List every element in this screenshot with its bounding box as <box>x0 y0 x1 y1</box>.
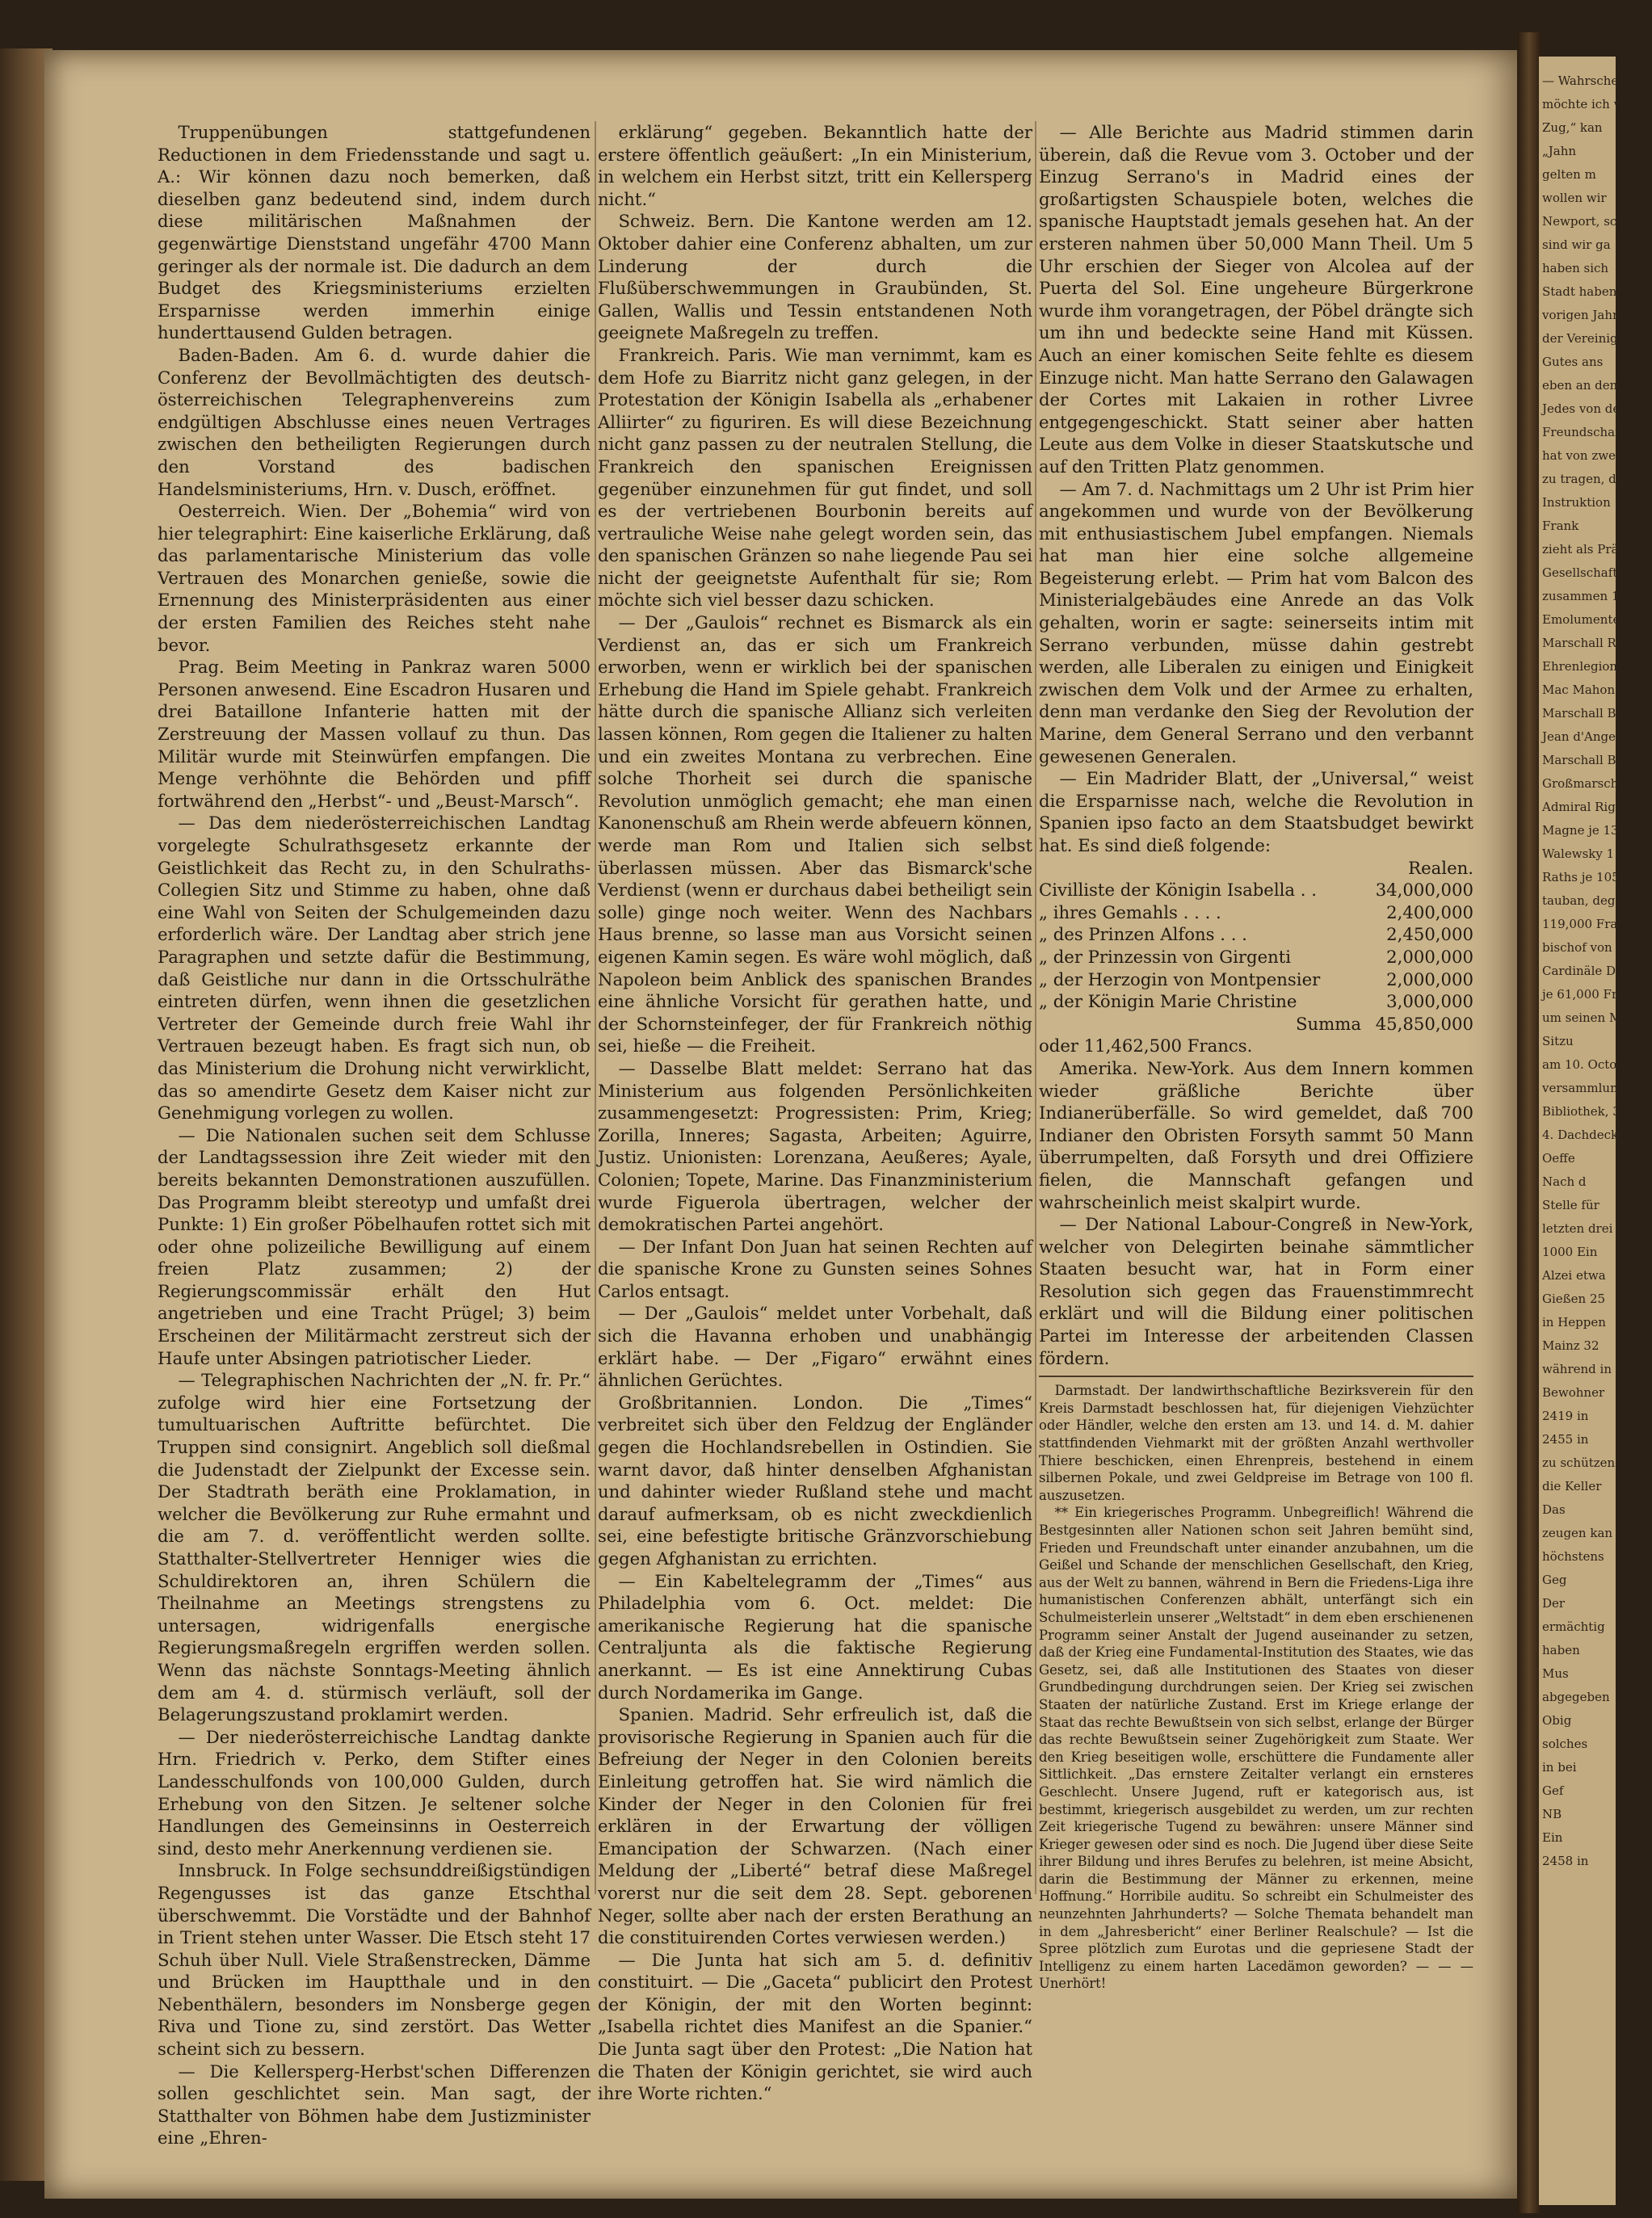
adjacent-page-fragment: am 10. October <box>1542 1057 1637 1072</box>
adjacent-page-fragment: Jedes von den <box>1542 401 1628 416</box>
adjacent-page-fragment: möchte ich wi <box>1542 97 1629 111</box>
adjacent-page-fragment: zieht als Präs <box>1542 542 1625 557</box>
civil-list-sum-row <box>1039 1013 1473 1035</box>
adjacent-page-fragment: tauban, deg <box>1542 893 1616 908</box>
adjacent-page-fragment: Raths je 105 <box>1542 870 1620 884</box>
article-paragraph: — Dasselbe Blatt meldet: Serrano hat das Ministerium aus folgenden Persönlichkeiten zusammengesetzt: Progressisten: Prim, Krieg; Zorilla, Inneres; Sagasta, Arbeiten; Aguirre, Justiz. Unionisten: Lorenzana, Aeußeres; Ayale, Colonien; Topete, Marine. Das Finanzministerium wurde Figuerola übertragen, welcher der demokratischen Partei angehört. <box>598 1057 1032 1235</box>
adjacent-page-fragment: 2458 in <box>1542 1854 1589 1868</box>
adjacent-page-fragment: 4. Dachdeckung <box>1542 1128 1642 1142</box>
article-paragraph: erklärung“ gegeben. Bekanntlich hatte der erstere öffentlich geäußert: „In ein Ministerium, in welchem ein Herbst sitzt, tritt ein Kellersperg nicht.“ <box>598 122 1032 209</box>
adjacent-page-fragment: ermächtig <box>1542 1619 1605 1634</box>
adjacent-page-fragment: sind wir ga <box>1542 237 1611 252</box>
adjacent-page-fragment: — Wahrscheinlich <box>1542 74 1652 88</box>
civil-list-row <box>1039 901 1473 924</box>
adjacent-page-fragment: Ein <box>1542 1830 1563 1845</box>
adjacent-page-fragment: Gießen 25 <box>1542 1292 1606 1306</box>
civil-list-row <box>1039 968 1473 991</box>
article-paragraph: Frankreich. Paris. Wie man vernimmt, kam es dem Hofe zu Biarritz nicht ganz gelegen, in der Protestation der Königin Isabella als „erhabener Alliirter“ zu figuriren. Es will diese Bezeichnung nicht ganz passen zu der neutralen Stellung, die Frankreich den spanischen Ereignissen gegenüber einzunehmen für gut findet, und soll es der vertriebenen Bourbonin bereits auf vertrauliche Weise nahe gelegt worden sein, das den spanischen Gränzen so nahe liegende Pau sei nicht der geeignetste Aufenthalt für sie; Rom möchte sich viel besser dazu schicken. <box>598 344 1032 611</box>
civil-list-label: „ der Herzogin von Montpensier <box>1039 968 1321 989</box>
civil-list-unit-header: Realen. <box>1408 857 1473 878</box>
adjacent-page-fragment: wollen wir <box>1542 191 1607 205</box>
adjacent-page-fragment: Stelle für <box>1542 1198 1599 1212</box>
article-paragraph: — Der „Gaulois“ rechnet es Bismarck als ein Verdienst an, das er sich um Frankreich erworben, wenn er wirklich bei der spanischen Erhebung die Hand im Spiele gehabt. Frankreich hätte durch die spanische Allianz sich verleiten lassen können, Rom gegen die Italiener zu halten und ein zweites Montana zu verbrechen. Eine solche Thorheit sei durch die spanische Revolution unmöglich gemacht; ehe man einen Kanonenschuß am Rhein werde abfeuern können, werde man Rom und Italien sich selbst überlassen müssen. Aber das Bismarck'sche Verdienst (wenn er durchaus dabei betheiligt sein solle) ginge noch weiter. Wenn des Nachbars Haus brenne, so lasse man aus Vorsicht seinen eigenen Kamin segen. Es wäre wohl möglich, daß Napoleon beim Anblick des spanischen Brandes eine ähnliche Vorsicht für gerathen hatte, und der Schornsteinfeger, der für Frankreich nöthig sei, hieße — die Freiheit. <box>598 612 1032 1056</box>
adjacent-page-fragment: Nach d <box>1542 1174 1587 1189</box>
civil-list-row <box>1039 946 1473 968</box>
civil-list-value: 2,400,000 <box>1386 901 1473 922</box>
article-paragraph: Großbritannien. London. Die „Times“ verbreitet sich über den Feldzug der Engländer gegen die Hochlandsrebellen in Ostindien. Sie warnt davor, daß hinter denselben Afghanistan und dahinter wieder Rußland stehe und macht darauf aufmerksam, ob es nicht zweckdienlich sei, eine befestigte britische Gränzvorschiebung gegen Afghanistan zu errichten. <box>598 1392 1032 1569</box>
adjacent-page-fragment: zusammen 196 <box>1542 589 1635 603</box>
adjacent-page-fragment: der Vereinig <box>1542 331 1618 346</box>
adjacent-page-fragment: Oeffe <box>1542 1151 1575 1166</box>
adjacent-page-fragment: die Keller <box>1542 1479 1602 1493</box>
adjacent-page-fragment: Alzei etwa <box>1542 1268 1606 1283</box>
adjacent-page-fragment: Freundschaft <box>1542 425 1625 439</box>
article-paragraph: Truppenübungen stattgefundenen Reductionen in dem Friedensstande und sagt u. A.: Wir können dazu noch bemerken, daß dieselben ganz bedeutend sind, indem durch diese militärischen Maßnahmen der gegenwärtige Dienststand ungefähr 4700 Mann geringer als der normale ist. Die dadurch an dem Budget des Kriegsministeriums erzielten Ersparnisse werden immerhin einige hunderttausend Gulden betragen. <box>158 122 591 343</box>
adjacent-page-fragment: hat von zwei <box>1542 448 1620 463</box>
adjacent-page-fragment: solches <box>1542 1737 1588 1751</box>
article-paragraph: — Der Infant Don Juan hat seinen Rechten auf die spanische Krone zu Gunsten seines Sohnes Carlos entsagt. <box>598 1236 1032 1301</box>
adjacent-page-fragment: Frank <box>1542 519 1579 533</box>
adjacent-page-fragment: versammlung <box>1542 1081 1626 1095</box>
civil-list-label: „ der Königin Marie Christine <box>1039 991 1297 1012</box>
adjacent-page-fragment: Jean d'Ange <box>1542 729 1616 744</box>
adjacent-page-fragment: Instruktion <box>1542 495 1611 510</box>
adjacent-page-fragment: Bibliothek, 3. <box>1542 1104 1625 1119</box>
adjacent-page-fragment: um seinen M <box>1542 1010 1622 1025</box>
column-rule <box>1035 121 1036 1894</box>
civil-list-label: Civilliste der Königin Isabella . . <box>1039 880 1317 901</box>
adjacent-page-fragment: Mac Mahon, C <box>1542 683 1633 697</box>
article-paragraph: Schweiz. Bern. Die Kantone werden am 12. Oktober dahier eine Conferenz abhalten, um zur Linderung der durch die Flußüberschwemmungen in Graubünden, St. Gallen, Wallis und Tessin entstandenen Noth geeignete Maßregeln zu treffen. <box>598 211 1032 343</box>
civil-list-sum-label: Summa <box>1296 1013 1361 1034</box>
article-paragraph: Prag. Beim Meeting in Pankraz waren 5000 Personen anwesend. Eine Escadron Husaren und drei Bataillone Infanterie hatten mit der Zerstreuung der Massen vollauf zu thun. Das Militär wurde mit Steinwürfen empfangen. Die Menge verhöhnte die Behörden und pfiff fortwährend den „Herbst“- und „Beust-Marsch“. <box>158 657 591 811</box>
article-paragraph: ** Ein kriegerisches Programm. Unbegreiflich! Während die Bestgesinnten aller Nationen schon seit Jahren bemüht sind, Frieden und Freundschaft unter einander anzubahnen, um die Geißel und Schande der menschlichen Gesellschaft, den Krieg, aus der Welt zu bannen, während in Bern die Friedens-Liga ihre humanistischen Conferenzen abhält, unterfängt sich ein Schulmeisterlein unserer „Weltstadt“ in dem eben erschienenen Programm seiner Anstalt der Jugend auseinander zu setzen, daß der Krieg eine Fundamental-Institution des Staates, wie das Gesetz, sei, daß alle Institutionen des Staates von dieser Grundbedingung durchdrungen seien. Der Krieg sei zwischen Staaten der natürliche Zustand. Erst im Kriege erlange der Staat das rechte Bewußtsein von sich selbst, erlange der Bürger das rechte Bewußtsein seiner Zugehörigkeit zum Staate. Wer den Krieg beseitigen wolle, erschüttere die Fundamente aller Sittlichkeit. „Das ernstere Zeitalter verlangt ein ernsteres Geschlecht. Unsere Jugend, ruft er kategorisch aus, ist bestimmt, kriegerisch ausgebildet zu werden, um zur rechten Zeit kriegerische Tugend zu bewähren: unsere Männer sind Krieger gewesen oder sind es noch. Die Jugend über diese Seite ihrer Bildung und ihres Berufes zu belehren, ist meine Absicht, darin die Bestimmung der Männer zu erkennen, meine Hoffnung.“ Horribile auditu. So schreibt ein Schulmeister des neunzehnten Jahrhunderts? — Solche Themata behandelt man in dem „Jahresbericht“ einer Berliner Realschule? — Ist die Spree plötzlich zum Eurotas und die gepriesene Stadt der Intelligenz zu einem harten Lacedämon geworden? — — — Unerhört! <box>1039 1505 1473 1992</box>
adjacent-page-fragment: 1000 Ein <box>1542 1245 1598 1259</box>
article-paragraph: — Der niederösterreichische Landtag dankte Hrn. Friedrich v. Perko, dem Stifter eines Landesschulfonds von 100,000 Gulden, durch Erhebung von den Sitzen. Je seltener solche Handlungen des Gemeinsinns in Oesterreich sind, desto mehr Anerkennung verdienen sie. <box>158 1726 591 1859</box>
adjacent-page-fragment: „Jahn <box>1542 144 1577 158</box>
adjacent-page-fragment: je 61,000 Fr <box>1542 987 1618 1002</box>
article-paragraph: Spanien. Madrid. Sehr erfreulich ist, daß die provisorische Regierung in Spanien auch für die Befreiung der Neger in den Colonien bereits Einleitung getroffen hat. Sie wird nämlich die Kinder der Neger in den Colonien für frei erklären in der Erwartung der völligen Emancipation der Schwarzen. (Nach einer Meldung der „Liberté“ betraf diese Maßregel vorerst nur die seit dem 28. Sept. geborenen Neger, sollte aber nach der ersten Berathung an die constituirenden Cortes verwiesen werden.) <box>598 1704 1032 1948</box>
adjacent-page-fragment: abgegeben <box>1542 1690 1610 1704</box>
adjacent-page-fragment: höchstens <box>1542 1549 1604 1564</box>
adjacent-page-fragment: Cardinäle Do <box>1542 964 1624 978</box>
adjacent-page-fragment: Das <box>1542 1502 1566 1517</box>
civil-list-label: „ der Prinzessin von Girgenti <box>1039 946 1292 967</box>
civil-list-value: 2,450,000 <box>1386 924 1473 945</box>
adjacent-page-fragment: Admiral Rig <box>1542 800 1616 814</box>
civil-list-row <box>1039 879 1473 901</box>
adjacent-page-fragment: Marschall Ri <box>1542 636 1620 650</box>
article-paragraph: — Der National Labour-Congreß in New-York, welcher von Delegirten beinahe sämmtlicher Staaten besucht war, hat in Form einer Resolution sich gegen das Frauenstimmrecht erklärt und will die Bildung einer politischen Partei im Interesse der arbeitenden Classen fördern. <box>1039 1214 1473 1368</box>
adjacent-page-fragment: eben an den <box>1542 378 1618 393</box>
article-paragraph: Amerika. New-York. Aus dem Innern kommen wieder gräßliche Berichte über Indianerüberfälle. So wird gemeldet, daß 700 Indianer den Obristen Forsyth sammt 50 Mann überrumpelten, daß Forsyth und drei Offiziere fielen, die Mannschaft gefangen und wahrscheinlich meist skalpirt wurde. <box>1039 1057 1473 1212</box>
article-paragraph: — Das dem niederösterreichischen Landtag vorgelegte Schulrathsgesetz erkannte der Geistlichkeit das Recht zu, in den Schulraths-Collegien Sitz und Stimme zu haben, ohne daß eine Wahl von Seiten der Schulgemeinden dazu erforderlich wäre. Der Landtag aber strich jene Paragraphen und setzte dafür die Bestimmung, daß Geistliche nur dann in die Ortsschulräthe eintreten dürfen, wenn ihnen die gesetzlichen Vertreter der Gemeinde durch freie Wahl ihr Vertrauen bezeugt haben. Es fragt sich nun, ob das Ministerium die Drohung nicht verwirklicht, das so amendirte Gesetz dem Kaiser nicht zur Genehmigung vorlegen zu wollen. <box>158 813 591 1124</box>
book-gutter <box>1517 32 1541 2213</box>
adjacent-page-fragment: gelten m <box>1542 167 1596 182</box>
adjacent-page-fragment: in bei <box>1542 1760 1577 1775</box>
adjacent-page-fragment: Ehrenlegion <box>1542 659 1618 674</box>
adjacent-page-fragment: haben <box>1542 1643 1580 1657</box>
article-paragraph: Innsbruck. In Folge sechsunddreißigstündigen Regengusses ist das ganze Etschthal überschwemmt. Die Vorstädte und der Bahnhof in Trient stehen unter Wasser. Die Etsch steht 17 Schuh über Null. Viele Straßenstrecken, Dämme und Brücken im Hauptthale und in den Nebenthälern, besonders im Nonsberge gegen Riva und Tione zu, sind zerstört. Das Wetter scheint sich zu bessern. <box>158 1860 591 2060</box>
adjacent-page-fragment: 2455 in <box>1542 1432 1589 1447</box>
adjacent-page-fragment: Gutes ans <box>1542 355 1604 369</box>
adjacent-page-edge <box>1539 57 1652 2205</box>
adjacent-page-fragment: bischof von <box>1542 940 1612 955</box>
adjacent-page-fragment: Geg <box>1542 1573 1567 1587</box>
adjacent-page-fragment: Bewohner <box>1542 1385 1605 1400</box>
article-paragraph: — Die Kellersperg-Herbst'schen Differenzen sollen geschlichtet sein. Man sagt, der Statthalter von Böhmen habe dem Justizminister eine „Ehren- <box>158 2060 591 2149</box>
civil-list-value: 2,000,000 <box>1386 968 1473 989</box>
article-paragraph: Oesterreich. Wien. Der „Bohemia“ wird von hier telegraphirt: Eine kaiserliche Erklärung, daß das parlamentarische Ministerium das volle Vertrauen des Monarchen genieße, sowie die Ernennung des Ministerpräsidenten aus einer der ersten Familien des Reiches steht nahe bevor. <box>158 501 591 655</box>
adjacent-page-fragment: vorigen Jahr <box>1542 308 1619 322</box>
adjacent-page-fragment: Der <box>1542 1596 1566 1611</box>
adjacent-page-fragment: haben sich <box>1542 261 1609 275</box>
adjacent-page-fragment: Newport, sche <box>1542 214 1632 229</box>
civil-list-row <box>1039 923 1473 946</box>
article-paragraph: — Die Nationalen suchen seit dem Schlusse der Landtagssession ihre Zeit wieder mit den bereits bekannten Demonstrationen auszufüllen. Das Programm bleibt stereotyp und umfaßt drei Punkte: 1) Ein großer Pöbelhaufen rottet sich mit oder ohne polizeiliche Bewilligung auf einem freien Platz zusammen; 2) der Regierungscommissär erhält den Hut angetrieben und eine Tracht Prügel; 3) beim Erscheinen der Militärmacht zerstreut sich der Haufe unter Absingen patriotischer Lieder. <box>158 1124 591 1368</box>
civil-list-value: 3,000,000 <box>1386 991 1473 1012</box>
section-divider <box>1039 1376 1473 1377</box>
article-paragraph: Baden-Baden. Am 6. d. wurde dahier die Conferenz der Bevollmächtigten des deutsch-österreichischen Telegraphenvereins zum endgültigen Abschlusse eines neuen Vertrages zwischen den betheiligten Regierungen durch den Vorstand des badischen Handelsministeriums, Hrn. v. Dusch, eröffnet. <box>158 344 591 499</box>
column-rule <box>595 121 596 1894</box>
article-paragraph: Darmstadt. Der landwirthschaftliche Bezirksverein für den Kreis Darmstadt beschlossen hat, für diejenigen Viehzüchter oder Händler, welche den ersten am 13. und 14. d. M. dahier stattfindenden Viehmarkt mit der größten Anzahl werthvoller Thiere beschicken, einen Ehrenpreis, bestehend in einem silbernen Pokale, und zwei Geldpreise im Betrage von 100 fl. auszusetzen. <box>1039 1383 1473 1503</box>
column-3 <box>1039 121 1473 1993</box>
article-paragraph: — Am 7. d. Nachmittags um 2 Uhr ist Prim hier angekommen und wurde von der Bevölkerung mit enthusiastischem Jubel empfangen. Niemals hat man hier eine solche allgemeine Begeisterung erlebt. — Prim hat vom Balcon des Ministerialgebäudes eine Anrede an das Volk gehalten, worin er sagte: seinerseits intim mit Serrano verbunden, müsse dahin gestrebt werden, alle Liberalen zu einigen und Einigkeit zwischen dem Volk und der Armee zu erhalten, denn man verdanke den Sieg der Revolution der Marine, dem General Serrano und den verbannt gewesenen Generalen. <box>1039 478 1473 767</box>
adjacent-page-fragment: letzten drei <box>1542 1221 1613 1236</box>
article-paragraph: — Ein Kabeltelegramm der „Times“ aus Philadelphia vom 6. Oct. meldet: Die amerikanische Regierung hat die spanische Centraljunta als die faktische Regierung anerkannt. — Es ist eine Annektirung Cubas durch Nordamerika im Gange. <box>598 1570 1032 1703</box>
adjacent-page-fragment: Großmarschall <box>1542 776 1633 791</box>
adjacent-page-fragment: Stadt haben <box>1542 284 1617 299</box>
adjacent-page-fragment: Magne je 13 <box>1542 823 1619 838</box>
adjacent-page-fragment: in Heppen <box>1542 1315 1606 1330</box>
adjacent-page-fragment: zu schützen <box>1542 1456 1616 1470</box>
adjacent-page-fragment: Sitzu <box>1542 1034 1574 1048</box>
civil-list-francs: oder 11,462,500 Francs. <box>1039 1035 1253 1056</box>
adjacent-page-fragment: NB <box>1542 1807 1562 1821</box>
article-paragraph: — Telegraphischen Nachrichten der „N. fr. Pr.“ zufolge wird hier eine Fortsetzung der tumultuarischen Auftritte befürchtet. Die Truppen sind consignirt. Angeblich soll dießmal die Judenstadt der Zielpunkt der Excesse sein. Der Stadtrath beräth eine Proklamation, in welcher die Bevölkerung zur Ruhe ermahnt und die am 7. d. veröffentlicht werden sollte. Statthalter-Stellvertreter Henniger wies die Schuldirektoren an, ihren Schülern die Theilnahme an Meetings strengstens zu untersagen, widrigenfalls energische Regierungsmaßregeln ergriffen werden sollen. Wenn das nächste Sonntags-Meeting ähnlich dem am 4. d. stürmisch verläuft, soll der Belagerungszustand proklamirt werden. <box>158 1370 591 1725</box>
adjacent-page-fragment: Gesellschaft <box>1542 565 1618 580</box>
adjacent-page-fragment: Marschall Ba <box>1542 753 1624 767</box>
adjacent-page-fragment: Gef <box>1542 1783 1564 1798</box>
adjacent-page-fragment: zu tragen, das <box>1542 472 1630 486</box>
civil-list-label: „ ihres Gemahls . . . . <box>1039 901 1221 922</box>
civil-list-table <box>1039 879 1473 1035</box>
article-paragraph: — Die Junta hat sich am 5. d. definitiv constituirt. — Die „Gaceta“ publicirt den Protest der Königin, der mit den Worten beginnt: „Isabella richtet dies Manifest an die Spanier.“ Die Junta sagt über den Protest: „Die Nation hat die Thaten der Königin gerichtet, sie wird auch ihre Worte richten.“ <box>598 1949 1032 2104</box>
adjacent-page-fragment: Zug,“ kan <box>1542 120 1603 135</box>
adjacent-page-fragment: Walewsky 1 <box>1542 846 1615 861</box>
article-paragraph: — Ein Madrider Blatt, der „Universal,“ weist die Ersparnisse nach, welche die Revolution in Spanien ipso facto an dem Staatsbudget bewirkt hat. Es sind dieß folgende: <box>1039 768 1473 855</box>
civil-list-value: 34,000,000 <box>1375 880 1473 901</box>
column-2 <box>598 121 1032 2105</box>
adjacent-page-fragment: Mus <box>1542 1666 1569 1681</box>
adjacent-page-fragment: 119,000 Fra <box>1542 917 1618 931</box>
adjacent-page-fragment: zeugen kan <box>1542 1526 1613 1540</box>
civil-list-value: 2,000,000 <box>1386 946 1473 967</box>
adjacent-page-fragment: Emolumente <box>1542 612 1620 627</box>
adjacent-page-fragment: Marschall Be <box>1542 706 1624 720</box>
article-paragraph: — Alle Berichte aus Madrid stimmen darin überein, daß die Revue vom 3. October und der Einzug Serrano's in Madrid eines der großartigsten Schauspiele boten, welches die spanische Hauptstadt jemals gesehen hat. An der ersteren nahmen über 50,000 Mann Theil. Um 5 Uhr erschien der Sieger von Alcolea auf der Puerta del Sol. Eine ungeheure Bürgerkrone wurde ihm vorangetragen, der Pöbel drängte sich um ihn und bedeckte seine Hand mit Küssen. Auch an einer komischen Seite fehlte es diesem Einzuge nicht. Man hatte Serrano den Galawagen der Cortes mit Lakaien in rother Livree entgegengeschickt. Statt seiner aber hatten Leute aus dem Volke in dieser Staatskutsche und auf den Tritten Platz genommen. <box>1039 122 1473 477</box>
column-1 <box>158 121 591 2149</box>
civil-list-row <box>1039 990 1473 1013</box>
civil-list-label: „ des Prinzen Alfons . . . <box>1039 924 1247 945</box>
adjacent-page-fragment: Mainz 32 <box>1542 1338 1599 1353</box>
adjacent-page-fragment: Obig <box>1542 1713 1572 1728</box>
adjacent-page-fragment: 2419 in <box>1542 1409 1589 1423</box>
adjacent-page-fragment: während in <box>1542 1362 1612 1376</box>
civil-list-sum-value: 45,850,000 <box>1375 1013 1473 1034</box>
article-paragraph: — Der „Gaulois“ meldet unter Vorbehalt, daß sich die Havanna erhoben und unabhängig erklärt habe. — Der „Figaro“ erwähnt eines ähnlichen Gerüchtes. <box>598 1303 1032 1391</box>
